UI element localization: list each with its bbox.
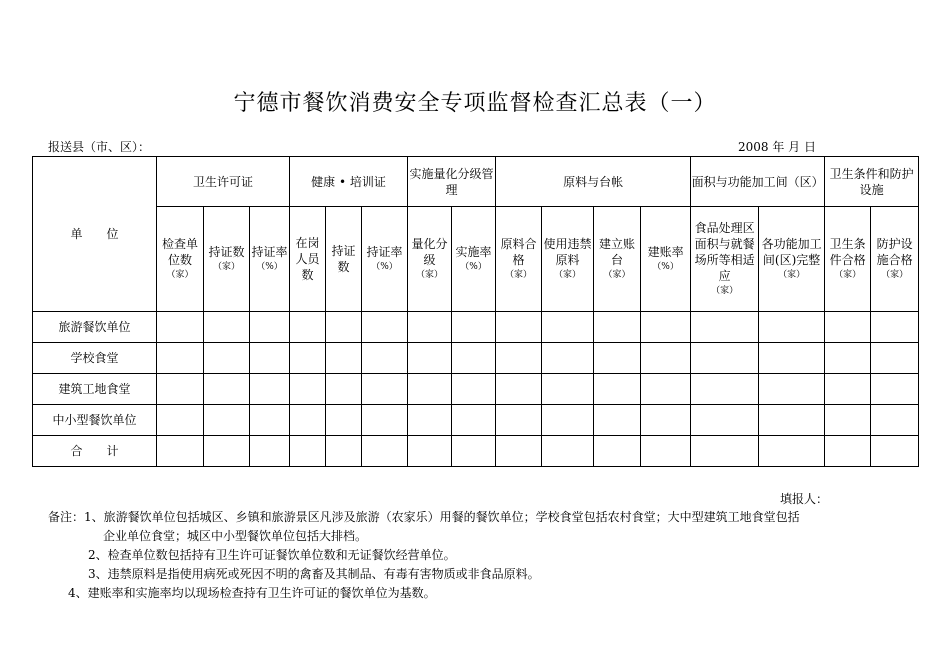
- sub-header-cell: [759, 207, 825, 312]
- table-row: [33, 436, 919, 467]
- note-line: 2、检查单位数包括持有卫生许可证餐饮单位数和无证餐饮经营单位。: [88, 548, 456, 562]
- data-cell[interactable]: [362, 343, 408, 374]
- data-cell[interactable]: [326, 312, 362, 343]
- data-cell[interactable]: [759, 436, 825, 467]
- sub-header-cell: [452, 207, 496, 312]
- data-cell[interactable]: [408, 405, 452, 436]
- data-cell[interactable]: [326, 436, 362, 467]
- sub-header-cell: [408, 207, 452, 312]
- data-cell[interactable]: [157, 374, 204, 405]
- table-row: [33, 343, 919, 374]
- data-cell[interactable]: [641, 312, 691, 343]
- data-cell[interactable]: [157, 436, 204, 467]
- sub-header-unit: （家）: [603, 270, 631, 280]
- data-cell[interactable]: [496, 436, 542, 467]
- group-header: 健康 • 培训证: [290, 157, 408, 207]
- data-cell[interactable]: [250, 436, 290, 467]
- data-cell[interactable]: [759, 405, 825, 436]
- sub-header-unit: （%）: [371, 262, 398, 272]
- data-cell[interactable]: [408, 312, 452, 343]
- data-cell[interactable]: [452, 343, 496, 374]
- data-cell[interactable]: [408, 436, 452, 467]
- data-cell[interactable]: [825, 374, 871, 405]
- sub-header-cell: [250, 207, 290, 312]
- data-cell[interactable]: [594, 312, 641, 343]
- row-label: 合 计: [33, 436, 157, 467]
- data-cell[interactable]: [362, 374, 408, 405]
- data-cell[interactable]: [542, 436, 594, 467]
- data-cell[interactable]: [326, 374, 362, 405]
- data-cell[interactable]: [408, 343, 452, 374]
- data-cell[interactable]: [290, 312, 326, 343]
- sub-header-cell: [641, 207, 691, 312]
- data-cell[interactable]: [250, 343, 290, 374]
- data-cell[interactable]: [542, 405, 594, 436]
- sub-header-unit: （%）: [460, 262, 487, 272]
- data-cell[interactable]: [691, 312, 759, 343]
- data-cell[interactable]: [290, 436, 326, 467]
- sub-header-text: 持证数: [331, 244, 356, 274]
- data-cell[interactable]: [871, 374, 919, 405]
- sub-header-unit: （家）: [778, 270, 806, 280]
- data-cell[interactable]: [204, 436, 250, 467]
- sub-header-unit: （家）: [505, 270, 533, 280]
- data-cell[interactable]: [871, 312, 919, 343]
- data-cell[interactable]: [594, 405, 641, 436]
- data-cell[interactable]: [157, 343, 204, 374]
- sub-header-text: 建账率: [647, 245, 684, 259]
- sub-header-unit: （家）: [212, 262, 240, 272]
- data-cell[interactable]: [362, 436, 408, 467]
- group-header-row: [33, 157, 919, 207]
- data-cell[interactable]: [326, 405, 362, 436]
- data-cell[interactable]: [594, 436, 641, 467]
- sub-header-cell: [204, 207, 250, 312]
- sub-header-text: 持证率: [366, 245, 403, 259]
- sub-header-text: 各功能加工间(区)完整: [761, 237, 822, 267]
- report-county-label: 报送县（市、区）：: [48, 140, 151, 154]
- data-cell[interactable]: [204, 312, 250, 343]
- data-cell[interactable]: [542, 374, 594, 405]
- data-cell[interactable]: [496, 374, 542, 405]
- note-line: 4、建账率和实施率均以现场检查持有卫生许可证的餐饮单位为基数。: [68, 586, 436, 600]
- data-cell[interactable]: [691, 374, 759, 405]
- group-header: 卫生条件和防护设施: [825, 157, 919, 207]
- data-cell[interactable]: [157, 405, 204, 436]
- date-line: 2008 年 月 日: [738, 140, 816, 154]
- data-cell[interactable]: [496, 312, 542, 343]
- sub-header-unit: （家）: [416, 270, 444, 280]
- row-label: 学校食堂: [33, 343, 157, 374]
- group-header: 原料与台帐: [496, 157, 691, 207]
- unit-header: 单 位: [33, 157, 157, 312]
- page-title: 宁德市餐饮消费安全专项监督检查汇总表（一）: [233, 91, 717, 116]
- sub-header-cell: [290, 207, 326, 312]
- sub-header-cell: [542, 207, 594, 312]
- sub-header-unit: （家）: [834, 270, 862, 280]
- data-cell[interactable]: [362, 312, 408, 343]
- group-header: 面积与功能加工间（区）: [691, 157, 825, 207]
- sub-header-text: 检查单位数: [161, 237, 198, 267]
- sub-header-text: 使用违禁原料: [543, 237, 592, 267]
- sub-header-text: 卫生条件合格: [829, 237, 866, 267]
- data-cell[interactable]: [542, 343, 594, 374]
- group-header: 实施量化分级管理: [408, 157, 496, 207]
- data-cell[interactable]: [290, 405, 326, 436]
- notes: [48, 508, 908, 603]
- data-cell[interactable]: [594, 343, 641, 374]
- data-cell[interactable]: [250, 312, 290, 343]
- sub-header-row: [33, 207, 919, 312]
- data-cell[interactable]: [641, 436, 691, 467]
- data-cell[interactable]: [157, 312, 204, 343]
- table-row: [33, 374, 919, 405]
- data-cell[interactable]: [452, 374, 496, 405]
- data-cell[interactable]: [496, 343, 542, 374]
- data-cell[interactable]: [691, 436, 759, 467]
- data-cell[interactable]: [250, 374, 290, 405]
- data-cell[interactable]: [326, 343, 362, 374]
- data-cell[interactable]: [496, 405, 542, 436]
- note-line: 备注：1、旅游餐饮单位包括城区、乡镇和旅游景区凡涉及旅游（农家乐）用餐的餐饮单位；学校食堂包括农村食堂；大中型建筑工地食堂包括: [48, 510, 800, 524]
- data-cell[interactable]: [641, 343, 691, 374]
- sub-header-unit: （家）: [711, 286, 739, 296]
- sub-header-cell: [871, 207, 919, 312]
- sub-header-text: 原料合格: [500, 237, 537, 267]
- data-cell[interactable]: [871, 405, 919, 436]
- sub-header-cell: [362, 207, 408, 312]
- data-cell[interactable]: [452, 405, 496, 436]
- data-cell[interactable]: [204, 405, 250, 436]
- data-cell[interactable]: [825, 405, 871, 436]
- data-cell[interactable]: [871, 343, 919, 374]
- row-label: 中小型餐饮单位: [33, 405, 157, 436]
- sub-header-cell: [691, 207, 759, 312]
- sub-header-cell: [326, 207, 362, 312]
- row-label: 建筑工地食堂: [33, 374, 157, 405]
- summary-table: [32, 156, 919, 467]
- note-line: 3、违禁原料是指使用病死或死因不明的禽畜及其制品、有毒有害物质或非食品原料。: [88, 567, 540, 581]
- data-cell[interactable]: [408, 374, 452, 405]
- data-cell[interactable]: [290, 374, 326, 405]
- data-cell[interactable]: [825, 343, 871, 374]
- data-cell[interactable]: [759, 374, 825, 405]
- sub-header-text: 防护设施合格: [876, 237, 913, 267]
- data-cell[interactable]: [641, 405, 691, 436]
- data-cell[interactable]: [204, 374, 250, 405]
- sub-header-cell: [157, 207, 204, 312]
- sub-header-cell: [594, 207, 641, 312]
- data-cell[interactable]: [759, 343, 825, 374]
- sub-header-cell: [825, 207, 871, 312]
- data-cell[interactable]: [452, 312, 496, 343]
- sub-header-text: 量化分级: [411, 237, 448, 267]
- data-cell[interactable]: [871, 436, 919, 467]
- sub-header-unit: （家）: [166, 270, 194, 280]
- data-cell[interactable]: [759, 312, 825, 343]
- sub-header-unit: （%）: [256, 262, 283, 272]
- reporter-label: 填报人：: [780, 492, 829, 506]
- data-cell[interactable]: [594, 374, 641, 405]
- note-line: 企业单位食堂；城区中小型餐饮单位包括大排档。: [103, 529, 368, 543]
- sub-header-text: 持证数: [208, 245, 245, 259]
- data-cell[interactable]: [641, 374, 691, 405]
- group-header: 卫生许可证: [157, 157, 290, 207]
- data-cell[interactable]: [691, 343, 759, 374]
- data-cell[interactable]: [204, 343, 250, 374]
- data-cell[interactable]: [290, 343, 326, 374]
- sub-header-unit: （%）: [652, 262, 679, 272]
- data-cell[interactable]: [691, 405, 759, 436]
- data-cell[interactable]: [362, 405, 408, 436]
- row-label: 旅游餐饮单位: [33, 312, 157, 343]
- sub-header-unit: （家）: [554, 270, 582, 280]
- data-cell[interactable]: [250, 405, 290, 436]
- sub-header-text: 实施率: [455, 245, 492, 259]
- data-cell[interactable]: [452, 436, 496, 467]
- sub-header-text: 持证率: [251, 245, 288, 259]
- table-row: [33, 405, 919, 436]
- table-row: [33, 312, 919, 343]
- sub-header-unit: （家）: [881, 270, 909, 280]
- sub-header-text: 食品处理区面积与就餐场所等相适应: [694, 221, 755, 283]
- data-cell[interactable]: [825, 436, 871, 467]
- data-cell[interactable]: [825, 312, 871, 343]
- data-cell[interactable]: [542, 312, 594, 343]
- sub-header-text: 在岗人员数: [295, 236, 320, 282]
- sub-header-cell: [496, 207, 542, 312]
- sub-header-text: 建立账台: [599, 237, 636, 267]
